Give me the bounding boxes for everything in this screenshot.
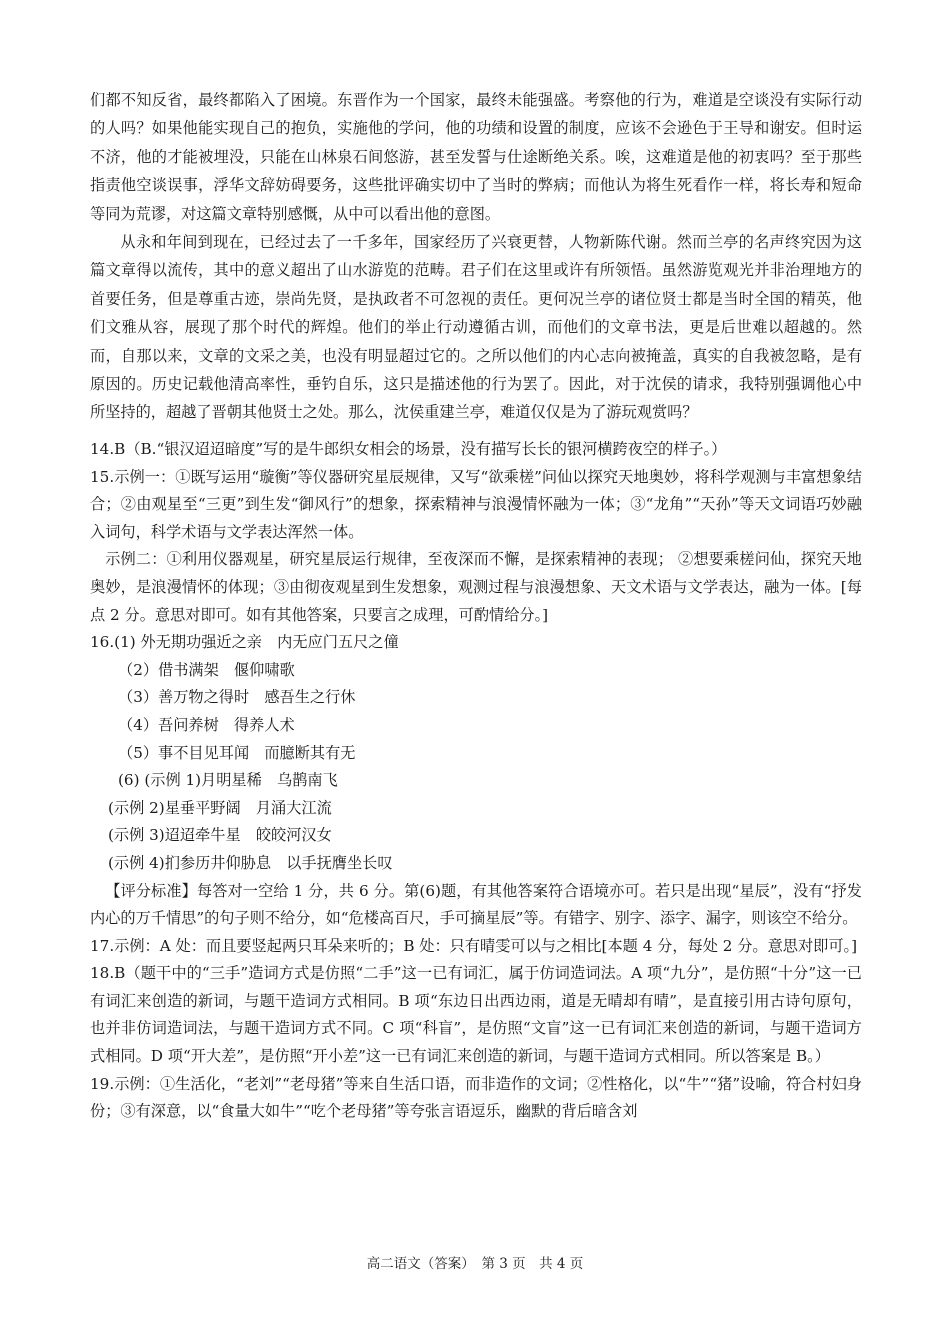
answer-15-example-1: 15.示例一：①既写运用“璇衡”等仪器研究星辰规律，又写“欲乘槎”问仙以探究天地奥妙，将科学观测与丰富想象结合；②由观星至“三更”到生发“御风行”的想象，探索精神与浪漫情怀融为一体；③“龙角”“天孙”等天文词语巧妙融入词句，科学术语与文学表达浑然一体。 bbox=[90, 467, 862, 541]
page-footer: 高二语文（答案） 第 3 页 共 4 页 bbox=[366, 1256, 584, 1272]
answer-16-item-1: 16.(1) 外无期功强近之亲 内无应门五尺之僮 bbox=[90, 633, 399, 652]
translation-paragraph-2: 从永和年间到现在，已经过去了一千多年，国家经历了兴衰更替，人物新陈代谢。然而兰亭的名声终究因为这篇文章得以流传，其中的意义超出了山水游览的范畴。君子们在这里或许有所领悟。虽然游览观光并非治理地方的首要任务，但是尊重古迹，崇尚先贤，是执政者不可忽视的责任。更何况兰亭的诸位贤士都是当时全国的精英，他们文雅从容，展现了那个时代的辉煌。他们的举止行动遵循古训，而他们的文章书法，更是后世难以超越的。然而，自那以来，文章的文采之美，也没有明显超过它的。之所以他们的内心志向被掩盖，真实的自我被忽略，是有原因的。历史记载他清高率性，垂钓自乐，这只是描述他的行为罢了。因此，对于沈侯的请求，我特别强调他心中所坚持的，超越了晋朝其他贤士之处。那么，沈侯重建兰亭，难道仅仅是为了游玩观赏吗？ bbox=[90, 233, 862, 422]
answer-15-example-2: 示例二：①利用仪器观星，研究星辰运行规律，至夜深而不懈，是探索精神的表现； ②想要乘槎问仙，探究天地奥妙，是浪漫情怀的体现；③由彻夜观星到生发想象，观测过程与浪漫想象、天文术语与文学表达，融为一体。[每点 2 分。意思对即可。如有其他答案，只要言之成理，可酌情给分。] bbox=[90, 550, 862, 624]
answer-16-item-3: （3）善万物之得时 感吾生之行休 bbox=[118, 688, 356, 707]
answer-16-item-6: (6) (示例 1)月明星稀 乌鹊南飞 bbox=[118, 771, 338, 790]
answer-16-item-5: （5）事不目见耳闻 而臆断其有无 bbox=[118, 743, 356, 762]
translation-section bbox=[90, 86, 862, 427]
answer-14: 14.B（B.“银汉迢迢暗度”写的是牛郎织女相会的场景，没有描写长长的银河横跨夜空的样子。） bbox=[90, 440, 727, 458]
answer-16-example-2: (示例 2)星垂平野阔 月涌大江流 bbox=[108, 798, 332, 817]
answer-18: 18.B（题干中的“三手”造词方式是仿照“二手”这一已有词汇，属于仿词造词法。A 项“九分”，是仿照“十分”这一已有词汇来创造的新词，与题干造词方式相同。B 项“东边日出西边雨，道是无晴却有晴”，是直接引用古诗句原句，也并非仿词造词法，与题干造词方式不同。C 项“科盲”，是仿照“文盲”这一已有词汇来创造的新词，与题干造词方式相同。D 项“开大差”，是仿照“开小差”这一已有词汇来创造的新词，与题干造词方式相同。所以答案是 B。） bbox=[90, 964, 862, 1066]
answer-16-example-3: (示例 3)迢迢牵牛星 皎皎河汉女 bbox=[108, 826, 332, 845]
answer-16-item-4: （4）吾问养树 得养人术 bbox=[118, 715, 295, 734]
translation-paragraph-1: 们都不知反省，最终都陷入了困境。东晋作为一个国家，最终未能强盛。考察他的行为，难道是空谈没有实际行动的人吗？如果他能实现自己的抱负，实施他的学问，他的功绩和设置的制度，应该不会逊色于王导和谢安。但时运不济，他的才能被埋没，只能在山林泉石间悠游，甚至发誓与仕途断绝关系。唉，这难道是他的初衷吗？至于那些指责他空谈误事，浮华文辞妨碍要务，这些批评确实切中了当时的弊病；而他认为将生死看作一样，将长寿和短命等同为荒谬，对这篇文章特别感慨，从中可以看出他的意图。 bbox=[90, 91, 862, 223]
answers-section bbox=[90, 436, 862, 1126]
answer-19: 19.示例：①生活化，“老刘”“老母猪”等来自生活口语，而非造作的文词；②性格化，以“牛”“猪”设喻，符合村妇身份；③有深意，以“食量大如牛”“吃个老母猪”等夸张言语逗乐，幽默的背后暗含刘 bbox=[90, 1074, 862, 1121]
answer-16-example-4: (示例 4)扪参历井仰胁息 以手抚膺坐长叹 bbox=[108, 853, 393, 872]
answer-17: 17.示例：A 处：而且要竖起两只耳朵来听的；B 处：只有晴雯可以与之相比[本题 4 分，每处 2 分。意思对即可。] bbox=[90, 936, 858, 955]
answer-16-item-2: （2）借书满架 偃仰啸歌 bbox=[118, 660, 295, 679]
answer-16-scoring-note: 【评分标准】每答对一空给 1 分，共 6 分。第(6)题，有其他答案符合语境亦可。若只是出现“星辰”，没有“抒发内心的万千情思”的句子则不给分，如“危楼高百尺，手可摘星辰”等。有错字、别字、添字、漏字，则该空不给分。 bbox=[90, 881, 862, 928]
